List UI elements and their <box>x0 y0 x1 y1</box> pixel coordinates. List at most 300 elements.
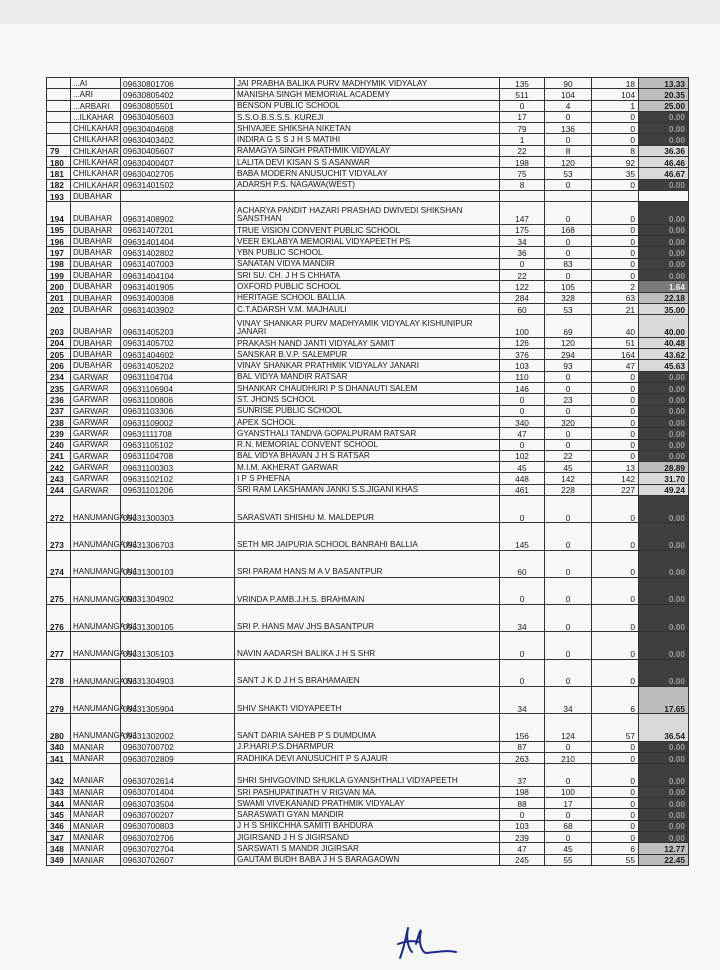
school-name-cell: TRUE VISION CONVENT PUBLIC SCHOOL <box>235 224 500 235</box>
school-name-cell <box>235 190 500 201</box>
percentage-cell: 35.00 <box>639 303 689 314</box>
school-name-cell: SANT DARIA SAHEB P S DUMDUMA <box>235 714 500 741</box>
school-code-cell: 09630801706 <box>121 78 235 89</box>
value-c-cell: 0 <box>592 258 639 269</box>
school-name-cell: BENSON PUBLIC SCHOOL <box>235 100 500 111</box>
school-code-cell: 09630405607 <box>121 145 235 156</box>
row-serial-cell: 234 <box>47 371 71 382</box>
percentage-cell: 12.77 <box>639 843 689 854</box>
percentage-cell: 0.00 <box>639 270 689 281</box>
block-name-cell: HANUMANGA NJ <box>71 714 121 741</box>
row-serial-cell: 240 <box>47 439 71 450</box>
row-serial-cell: 340 <box>47 741 71 752</box>
table-row <box>47 495 689 522</box>
value-a-cell: 511 <box>500 89 545 100</box>
percentage-cell: 0.00 <box>639 383 689 394</box>
value-b-cell <box>545 190 592 201</box>
row-serial-cell: 182 <box>47 179 71 190</box>
school-code-cell: 09631106904 <box>121 383 235 394</box>
block-name-cell: DUBAHAR <box>71 270 121 281</box>
value-b-cell: 0 <box>545 111 592 122</box>
table-row <box>47 281 689 292</box>
block-name-cell: DUBAHAR <box>71 258 121 269</box>
row-serial-cell: 277 <box>47 632 71 659</box>
table-row <box>47 405 689 416</box>
school-code-cell: 09631300103 <box>121 550 235 577</box>
school-code-cell: 09631401404 <box>121 236 235 247</box>
value-c-cell: 164 <box>592 349 639 360</box>
value-c-cell: 0 <box>592 632 639 659</box>
school-code-cell: 09630402705 <box>121 168 235 179</box>
school-code-cell: 09631102102 <box>121 473 235 484</box>
percentage-cell: 46.46 <box>639 157 689 168</box>
value-c-cell: 47 <box>592 360 639 371</box>
block-name-cell: DUBAHAR <box>71 349 121 360</box>
value-c-cell: 21 <box>592 303 639 314</box>
row-serial-cell: 205 <box>47 349 71 360</box>
value-c-cell: 0 <box>592 798 639 809</box>
school-name-cell: APEX SCHOOL <box>235 416 500 427</box>
block-name-cell: HANUMANGA NJ <box>71 687 121 714</box>
value-a-cell: 448 <box>500 473 545 484</box>
school-name-cell: SRI RAM LAKSHAMAN JANKI S.S.JIGANI KHAS <box>235 484 500 495</box>
school-code-cell: 09630700207 <box>121 809 235 820</box>
percentage-cell: 0.00 <box>639 371 689 382</box>
school-name-cell: VEER EKLABYA MEMORIAL VIDYAPEETH PS <box>235 236 500 247</box>
value-c-cell: 0 <box>592 428 639 439</box>
percentage-cell: 13.33 <box>639 78 689 89</box>
value-c-cell: 0 <box>592 383 639 394</box>
school-code-cell: 09630404608 <box>121 123 235 134</box>
value-b-cell: 228 <box>545 484 592 495</box>
school-name-cell: M.I.M. AKHERAT GARWAR <box>235 462 500 473</box>
row-serial-cell <box>47 111 71 122</box>
table-row <box>47 764 689 787</box>
row-serial-cell: 237 <box>47 405 71 416</box>
block-name-cell: CHILKAHAR <box>71 168 121 179</box>
percentage-cell: 0.00 <box>639 405 689 416</box>
value-b-cell: 83 <box>545 258 592 269</box>
value-a-cell: 103 <box>500 820 545 831</box>
block-name-cell: DUBAHAR <box>71 190 121 201</box>
value-a-cell: 102 <box>500 450 545 461</box>
value-a-cell: 0 <box>500 632 545 659</box>
value-a-cell: 100 <box>500 315 545 338</box>
value-a-cell: 175 <box>500 224 545 235</box>
school-name-cell: VINAY SHANKAR PRATHMIK VIDYALAY JANARI <box>235 360 500 371</box>
table-row <box>47 428 689 439</box>
school-name-cell: INDIRA G S S J H S MATIHI <box>235 134 500 145</box>
value-b-cell: 90 <box>545 78 592 89</box>
school-code-cell: 09631403902 <box>121 303 235 314</box>
value-c-cell: 63 <box>592 292 639 303</box>
table-row <box>47 371 689 382</box>
block-name-cell: MANIAR <box>71 798 121 809</box>
value-c-cell: 0 <box>592 832 639 843</box>
school-code-cell: 09630700702 <box>121 741 235 752</box>
value-b-cell: 0 <box>545 632 592 659</box>
school-name-cell: SHIV SHAKTI VIDYAPEETH <box>235 687 500 714</box>
value-a-cell: 34 <box>500 687 545 714</box>
value-c-cell: 0 <box>592 394 639 405</box>
row-serial-cell: 342 <box>47 764 71 787</box>
table-row <box>47 303 689 314</box>
value-a-cell: 0 <box>500 495 545 522</box>
value-b-cell: 53 <box>545 168 592 179</box>
value-a-cell: 1 <box>500 134 545 145</box>
value-a-cell: 145 <box>500 523 545 550</box>
block-name-cell: CHILKAHAR <box>71 157 121 168</box>
value-c-cell: 104 <box>592 89 639 100</box>
value-b-cell: 136 <box>545 123 592 134</box>
table-row <box>47 854 689 865</box>
school-name-cell: NAVIN AADARSH BALIKA J H S SHR <box>235 632 500 659</box>
table-row <box>47 550 689 577</box>
value-b-cell: 104 <box>545 89 592 100</box>
school-name-cell: HERITAGE SCHOOL BALLIA <box>235 292 500 303</box>
school-code-cell: 09630400407 <box>121 157 235 168</box>
value-b-cell: 100 <box>545 786 592 797</box>
value-c-cell: 51 <box>592 337 639 348</box>
value-b-cell: 0 <box>545 659 592 686</box>
school-code-cell: 09631404602 <box>121 349 235 360</box>
percentage-cell: 22.18 <box>639 292 689 303</box>
block-name-cell: ...AI <box>71 78 121 89</box>
table-row <box>47 258 689 269</box>
value-a-cell: 34 <box>500 236 545 247</box>
value-c-cell: 0 <box>592 786 639 797</box>
value-a-cell: 284 <box>500 292 545 303</box>
school-name-cell: SANT J K D J H S BRAHAMAIEN <box>235 659 500 686</box>
percentage-cell: 0.00 <box>639 394 689 405</box>
row-serial-cell: 235 <box>47 383 71 394</box>
percentage-cell: 0.00 <box>639 523 689 550</box>
row-serial-cell: 202 <box>47 303 71 314</box>
school-name-cell: ADARSH P.S. NAGAWA(WEST) <box>235 179 500 190</box>
school-code-cell: 09630702809 <box>121 752 235 763</box>
value-c-cell: 6 <box>592 843 639 854</box>
row-serial-cell: 236 <box>47 394 71 405</box>
school-code-cell: 09631100806 <box>121 394 235 405</box>
value-a-cell: 135 <box>500 78 545 89</box>
row-serial-cell: 203 <box>47 315 71 338</box>
value-a-cell: 22 <box>500 270 545 281</box>
row-serial-cell: 242 <box>47 462 71 473</box>
percentage-cell: 0.00 <box>639 236 689 247</box>
school-code-cell: 09630805501 <box>121 100 235 111</box>
school-name-cell: SHANKAR CHAUDHURI P S DHANAUTI SALEM <box>235 383 500 394</box>
table-row <box>47 605 689 632</box>
row-serial-cell: 204 <box>47 337 71 348</box>
school-name-cell: R.N. MEMORIAL CONVENT SCHOOL <box>235 439 500 450</box>
value-c-cell: 18 <box>592 78 639 89</box>
school-name-cell: SARSWATI S MANDR JIGIRSAR <box>235 843 500 854</box>
value-c-cell: 0 <box>592 202 639 225</box>
value-b-cell: 0 <box>545 428 592 439</box>
block-name-cell: HANUMANGA NJ <box>71 495 121 522</box>
school-name-cell: JIGIRSAND J H S JIGIRSAND <box>235 832 500 843</box>
value-c-cell: 0 <box>592 659 639 686</box>
value-b-cell: 0 <box>545 439 592 450</box>
percentage-cell: 40.48 <box>639 337 689 348</box>
value-a-cell: 239 <box>500 832 545 843</box>
percentage-cell: 0.00 <box>639 428 689 439</box>
value-a-cell: 8 <box>500 179 545 190</box>
block-name-cell: DUBAHAR <box>71 236 121 247</box>
row-serial-cell: 193 <box>47 190 71 201</box>
block-name-cell: GARWAR <box>71 439 121 450</box>
percentage-cell: 0.00 <box>639 224 689 235</box>
block-name-cell: DUBAHAR <box>71 337 121 348</box>
row-serial-cell <box>47 78 71 89</box>
value-b-cell: 68 <box>545 820 592 831</box>
table-row <box>47 111 689 122</box>
row-serial-cell: 194 <box>47 202 71 225</box>
value-a-cell: 60 <box>500 303 545 314</box>
percentage-cell: 46.67 <box>639 168 689 179</box>
row-serial-cell: 275 <box>47 577 71 604</box>
row-serial-cell: 272 <box>47 495 71 522</box>
value-b-cell: 120 <box>545 157 592 168</box>
value-b-cell: 22 <box>545 450 592 461</box>
percentage-cell: 0.00 <box>639 577 689 604</box>
row-serial-cell: 199 <box>47 270 71 281</box>
value-b-cell: 124 <box>545 714 592 741</box>
percentage-cell: 49.24 <box>639 484 689 495</box>
percentage-cell: 0.00 <box>639 764 689 787</box>
school-code-cell: 09631407201 <box>121 224 235 235</box>
table-row <box>47 832 689 843</box>
value-c-cell: 13 <box>592 462 639 473</box>
block-name-cell: MANIAR <box>71 764 121 787</box>
block-name-cell: CHILKAHAR <box>71 179 121 190</box>
row-serial-cell: 244 <box>47 484 71 495</box>
row-serial-cell: 280 <box>47 714 71 741</box>
value-b-cell: 93 <box>545 360 592 371</box>
value-b-cell: 53 <box>545 303 592 314</box>
school-name-cell: RADHIKA DEVI ANUSUCHIT P S AJAUR <box>235 752 500 763</box>
block-name-cell: CHILKAHAR <box>71 145 121 156</box>
row-serial-cell <box>47 134 71 145</box>
value-b-cell: 0 <box>545 495 592 522</box>
value-b-cell: 168 <box>545 224 592 235</box>
value-c-cell: 0 <box>592 236 639 247</box>
percentage-cell: 0.00 <box>639 632 689 659</box>
school-code-cell: 09631104704 <box>121 371 235 382</box>
value-a-cell: 146 <box>500 383 545 394</box>
percentage-cell: 0.00 <box>639 752 689 763</box>
school-name-cell: SHIVAJEE SHIKSHA NIKETAN <box>235 123 500 134</box>
block-name-cell: CHILKAHAR <box>71 123 121 134</box>
value-b-cell: 328 <box>545 292 592 303</box>
table-row <box>47 383 689 394</box>
block-name-cell: DUBAHAR <box>71 202 121 225</box>
percentage-cell: 0.00 <box>639 247 689 258</box>
value-a-cell: 36 <box>500 247 545 258</box>
block-name-cell: GARWAR <box>71 394 121 405</box>
value-c-cell: 0 <box>592 270 639 281</box>
value-c-cell: 35 <box>592 168 639 179</box>
percentage-cell: 0.00 <box>639 416 689 427</box>
value-c-cell: 8 <box>592 145 639 156</box>
school-code-cell: 09631306703 <box>121 523 235 550</box>
table-row <box>47 89 689 100</box>
school-code-cell: 09630702607 <box>121 854 235 865</box>
school-code-cell: 09630700803 <box>121 820 235 831</box>
table-row <box>47 270 689 281</box>
value-b-cell: 8 <box>545 145 592 156</box>
table-row <box>47 224 689 235</box>
row-serial-cell: 276 <box>47 605 71 632</box>
school-name-cell: VINAY SHANKAR PURV MADHYAMIK VIDYALAY KISHUNIPUR JANARI <box>235 315 500 338</box>
value-a-cell: 198 <box>500 786 545 797</box>
value-b-cell: 0 <box>545 383 592 394</box>
row-serial-cell: 273 <box>47 523 71 550</box>
row-serial-cell: 345 <box>47 809 71 820</box>
school-code-cell: 09631304902 <box>121 577 235 604</box>
value-c-cell: 0 <box>592 550 639 577</box>
block-name-cell: MANIAR <box>71 820 121 831</box>
table-row <box>47 168 689 179</box>
value-b-cell: 120 <box>545 337 592 348</box>
school-code-cell: 09630702704 <box>121 843 235 854</box>
block-name-cell: MANIAR <box>71 741 121 752</box>
table-row <box>47 450 689 461</box>
value-a-cell: 0 <box>500 659 545 686</box>
table-row <box>47 462 689 473</box>
block-name-cell: HANUMANGA NJ <box>71 550 121 577</box>
school-name-cell: BAL VIDYA BHAVAN J H S RATSAR <box>235 450 500 461</box>
block-name-cell: HANUMANGA NJ <box>71 659 121 686</box>
row-serial-cell: 180 <box>47 157 71 168</box>
value-a-cell: 34 <box>500 605 545 632</box>
row-serial-cell: 181 <box>47 168 71 179</box>
table-row <box>47 236 689 247</box>
school-name-cell: J H S SHIKCHHA SAMITI BAHDURA <box>235 820 500 831</box>
value-b-cell: 69 <box>545 315 592 338</box>
school-name-cell: SRI SU. CH. J H S CHHATA <box>235 270 500 281</box>
school-name-cell: SWAMI VIVEKANAND PRATHMIK VIDYALAY <box>235 798 500 809</box>
block-name-cell: DUBAHAR <box>71 315 121 338</box>
row-serial-cell <box>47 100 71 111</box>
value-c-cell: 0 <box>592 371 639 382</box>
school-name-cell: VRINDA P.AMB.J.H.S. BRAHMAIN <box>235 577 500 604</box>
school-name-cell: SARASWATI GYAN MANDIR <box>235 809 500 820</box>
value-c-cell: 0 <box>592 224 639 235</box>
school-name-cell: C.T.ADARSH V.M. MAJHAULI <box>235 303 500 314</box>
value-c-cell: 0 <box>592 123 639 134</box>
value-a-cell: 17 <box>500 111 545 122</box>
school-code-cell: 09630403402 <box>121 134 235 145</box>
block-name-cell: HANUMANGA NJ <box>71 605 121 632</box>
block-name-cell: HANUMANGA NJ <box>71 523 121 550</box>
percentage-cell: 0.00 <box>639 786 689 797</box>
value-a-cell: 47 <box>500 428 545 439</box>
table-row <box>47 100 689 111</box>
row-serial-cell: 341 <box>47 752 71 763</box>
school-code-cell: 09631405203 <box>121 315 235 338</box>
table-row <box>47 786 689 797</box>
value-c-cell: 0 <box>592 523 639 550</box>
table-row <box>47 659 689 686</box>
school-code-cell: 09631305904 <box>121 687 235 714</box>
percentage-cell: 0.00 <box>639 202 689 225</box>
school-code-cell: 09631105102 <box>121 439 235 450</box>
row-serial-cell: 200 <box>47 281 71 292</box>
school-code-cell: 09631407003 <box>121 258 235 269</box>
school-code-cell: 09631103306 <box>121 405 235 416</box>
value-a-cell: 461 <box>500 484 545 495</box>
school-name-cell: JAI PRABHA BALIKA PURV MADHYMIK VIDYALAY <box>235 78 500 89</box>
value-a-cell: 0 <box>500 100 545 111</box>
school-name-cell: RAMAGYA SINGH PRATHMIK VIDYALAY <box>235 145 500 156</box>
school-code-cell: 09631400308 <box>121 292 235 303</box>
value-b-cell: 23 <box>545 394 592 405</box>
value-c-cell: 92 <box>592 157 639 168</box>
table-row <box>47 577 689 604</box>
block-name-cell: DUBAHAR <box>71 360 121 371</box>
table-row <box>47 202 689 225</box>
table-row <box>47 292 689 303</box>
school-code-cell: 09631111708 <box>121 428 235 439</box>
block-name-cell: GARWAR <box>71 371 121 382</box>
block-name-cell: GARWAR <box>71 383 121 394</box>
value-a-cell: 0 <box>500 258 545 269</box>
school-name-cell: GAUTAM BUDH BABA J H S BARAGAOWN <box>235 854 500 865</box>
row-serial-cell: 79 <box>47 145 71 156</box>
percentage-cell: 0.00 <box>639 134 689 145</box>
school-code-cell: 09630703504 <box>121 798 235 809</box>
school-name-cell: ST. JHONS SCHOOL <box>235 394 500 405</box>
school-code-cell: 09631109002 <box>121 416 235 427</box>
top-margin-band <box>0 0 720 24</box>
percentage-cell: 36.36 <box>639 145 689 156</box>
school-code-cell: 09631101206 <box>121 484 235 495</box>
table-row <box>47 349 689 360</box>
value-b-cell: 34 <box>545 687 592 714</box>
percentage-cell: 17.65 <box>639 687 689 714</box>
table-row <box>47 78 689 89</box>
value-b-cell: 0 <box>545 134 592 145</box>
school-code-cell: 09630805402 <box>121 89 235 100</box>
school-code-cell: 09631402802 <box>121 247 235 258</box>
block-name-cell: DUBAHAR <box>71 224 121 235</box>
percentage-cell: 22.45 <box>639 854 689 865</box>
table-row <box>47 123 689 134</box>
percentage-cell: 0.00 <box>639 809 689 820</box>
percentage-cell: 0.00 <box>639 450 689 461</box>
table-row <box>47 416 689 427</box>
value-c-cell: 0 <box>592 577 639 604</box>
value-b-cell: 0 <box>545 741 592 752</box>
block-name-cell: MANIAR <box>71 843 121 854</box>
value-a-cell: 110 <box>500 371 545 382</box>
school-code-cell: 09631302002 <box>121 714 235 741</box>
school-code-cell: 09630701404 <box>121 786 235 797</box>
percentage-cell: 25.00 <box>639 100 689 111</box>
block-name-cell: GARWAR <box>71 462 121 473</box>
percentage-cell: 36.54 <box>639 714 689 741</box>
block-name-cell: MANIAR <box>71 752 121 763</box>
value-a-cell: 147 <box>500 202 545 225</box>
percentage-cell: 0.00 <box>639 820 689 831</box>
school-code-cell: 09631100303 <box>121 462 235 473</box>
table-row <box>47 134 689 145</box>
table-row <box>47 798 689 809</box>
value-c-cell: 0 <box>592 179 639 190</box>
table-row <box>47 523 689 550</box>
percentage-cell: 0.00 <box>639 439 689 450</box>
